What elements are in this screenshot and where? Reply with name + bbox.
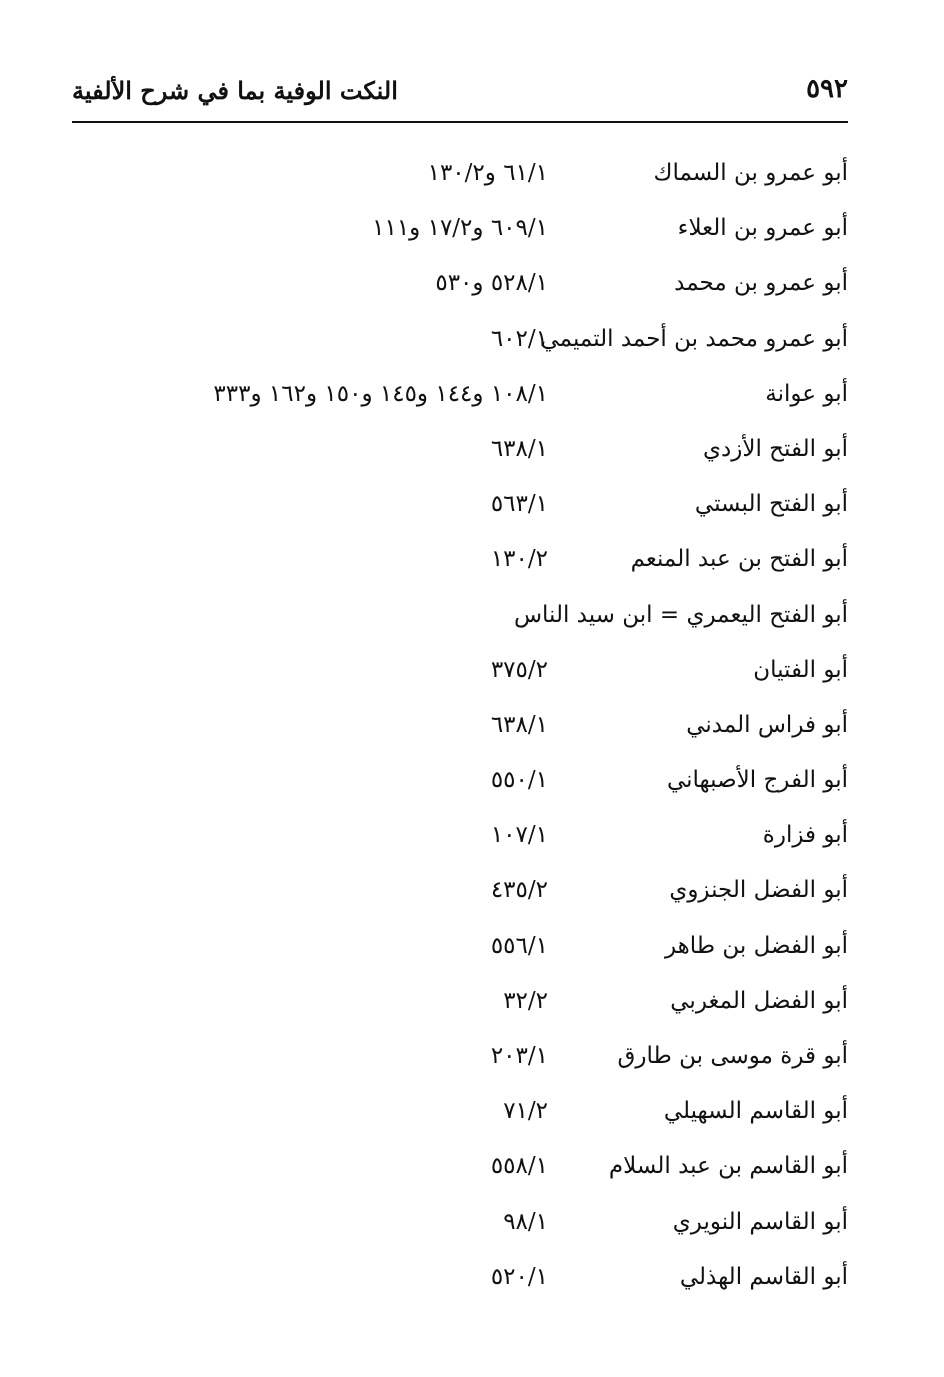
- index-entry: [72, 812, 848, 867]
- index-entry: [72, 1033, 848, 1088]
- entry-references: ٦٠٩/١ و١٧/٢ و١١١: [372, 215, 548, 242]
- entry-references: ٥٥٠/١: [490, 767, 548, 794]
- entry-name: أبو عمرو بن محمد: [674, 270, 848, 297]
- entry-references: ٥٥٨/١: [490, 1153, 548, 1180]
- entry-references: ٦٣٨/١: [490, 711, 548, 738]
- entry-references: ٥٢٠/١: [490, 1263, 548, 1290]
- index-entry: [72, 371, 848, 426]
- index-entry: [72, 150, 848, 205]
- entry-name: أبو القاسم السهيلي: [663, 1098, 848, 1125]
- entry-references: ٥٢٨/١ و٥٣٠: [435, 270, 548, 297]
- entry-name: أبو الفتح اليعمري = ابن سيد الناس: [513, 601, 848, 628]
- book-title: النكت الوفية بما في شرح الألفية: [72, 76, 398, 105]
- entry-name: أبو قرة موسى بن طارق: [617, 1043, 848, 1069]
- entry-name: أبو القاسم النويري: [672, 1208, 848, 1235]
- entry-references: ٣٧٥/٢: [490, 656, 548, 683]
- header-divider: [72, 121, 848, 123]
- index-entry: [72, 702, 848, 757]
- entry-references: ١٣٠/٢: [490, 546, 548, 573]
- index-list: [72, 150, 848, 1309]
- entry-name: أبو القاسم الهذلي: [679, 1263, 848, 1290]
- entry-name: أبو عمرو محمد بن أحمد التميمي: [540, 325, 848, 352]
- entry-name: أبو الفتح بن عبد المنعم: [630, 546, 848, 573]
- entry-references: ٥٦٣/١: [490, 491, 548, 518]
- index-entry: [72, 867, 848, 922]
- entry-references: ٤٣٥/٢: [490, 877, 548, 904]
- index-entry: [72, 592, 848, 647]
- index-entry: [72, 1254, 848, 1309]
- entry-name: أبو الفرج الأصبهاني: [666, 767, 848, 794]
- entry-references: ٩٨/١: [503, 1208, 548, 1235]
- entry-references: ١٠٧/١: [490, 822, 548, 849]
- index-entry: [72, 1143, 848, 1198]
- index-entry: [72, 647, 848, 702]
- index-entry: [72, 978, 848, 1033]
- index-entry: [72, 1199, 848, 1254]
- entry-name: أبو الفتح الأزدي: [703, 435, 848, 462]
- entry-references: ٦١/١ و١٣٠/٢: [427, 160, 548, 186]
- entry-name: أبو الفضل الجنزوي: [669, 877, 848, 904]
- index-entry: [72, 757, 848, 812]
- index-entry: [72, 1088, 848, 1143]
- entry-name: أبو عمرو بن السماك: [653, 160, 848, 186]
- index-entry: [72, 316, 848, 371]
- entry-references: ٦٠٢/١: [490, 325, 548, 352]
- index-entry: [72, 923, 848, 978]
- entry-references: ١٠٨/١ و١٤٤ و١٤٥ و١٥٠ و١٦٢ و٣٣٣: [213, 380, 548, 407]
- entry-name: أبو الفتح البستي: [694, 491, 848, 518]
- entry-name: أبو القاسم بن عبد السلام: [608, 1153, 848, 1180]
- index-entry: [72, 536, 848, 591]
- index-entry: [72, 205, 848, 260]
- entry-name: أبو فراس المدني: [686, 711, 848, 738]
- entry-name: أبو عمرو بن العلاء: [677, 215, 848, 242]
- entry-references: ٧١/٢: [503, 1098, 548, 1125]
- entry-name: أبو الفضل المغربي: [670, 987, 848, 1014]
- entry-name: أبو الفضل بن طاهر: [664, 932, 848, 959]
- entry-references: ٥٥٦/١: [490, 932, 548, 959]
- entry-name: أبو الفتيان: [753, 656, 848, 683]
- entry-name: أبو فزارة: [762, 822, 848, 849]
- entry-name: أبو عوانة: [765, 380, 848, 407]
- entry-references: ٦٣٨/١: [490, 435, 548, 462]
- page-header: [72, 70, 848, 118]
- page-number: ٥٩٢: [806, 74, 848, 104]
- index-entry: [72, 481, 848, 536]
- index-entry: [72, 260, 848, 315]
- entry-references: ٣٢/٢: [503, 987, 548, 1014]
- index-entry: [72, 426, 848, 481]
- entry-references: ٢٠٣/١: [490, 1043, 548, 1069]
